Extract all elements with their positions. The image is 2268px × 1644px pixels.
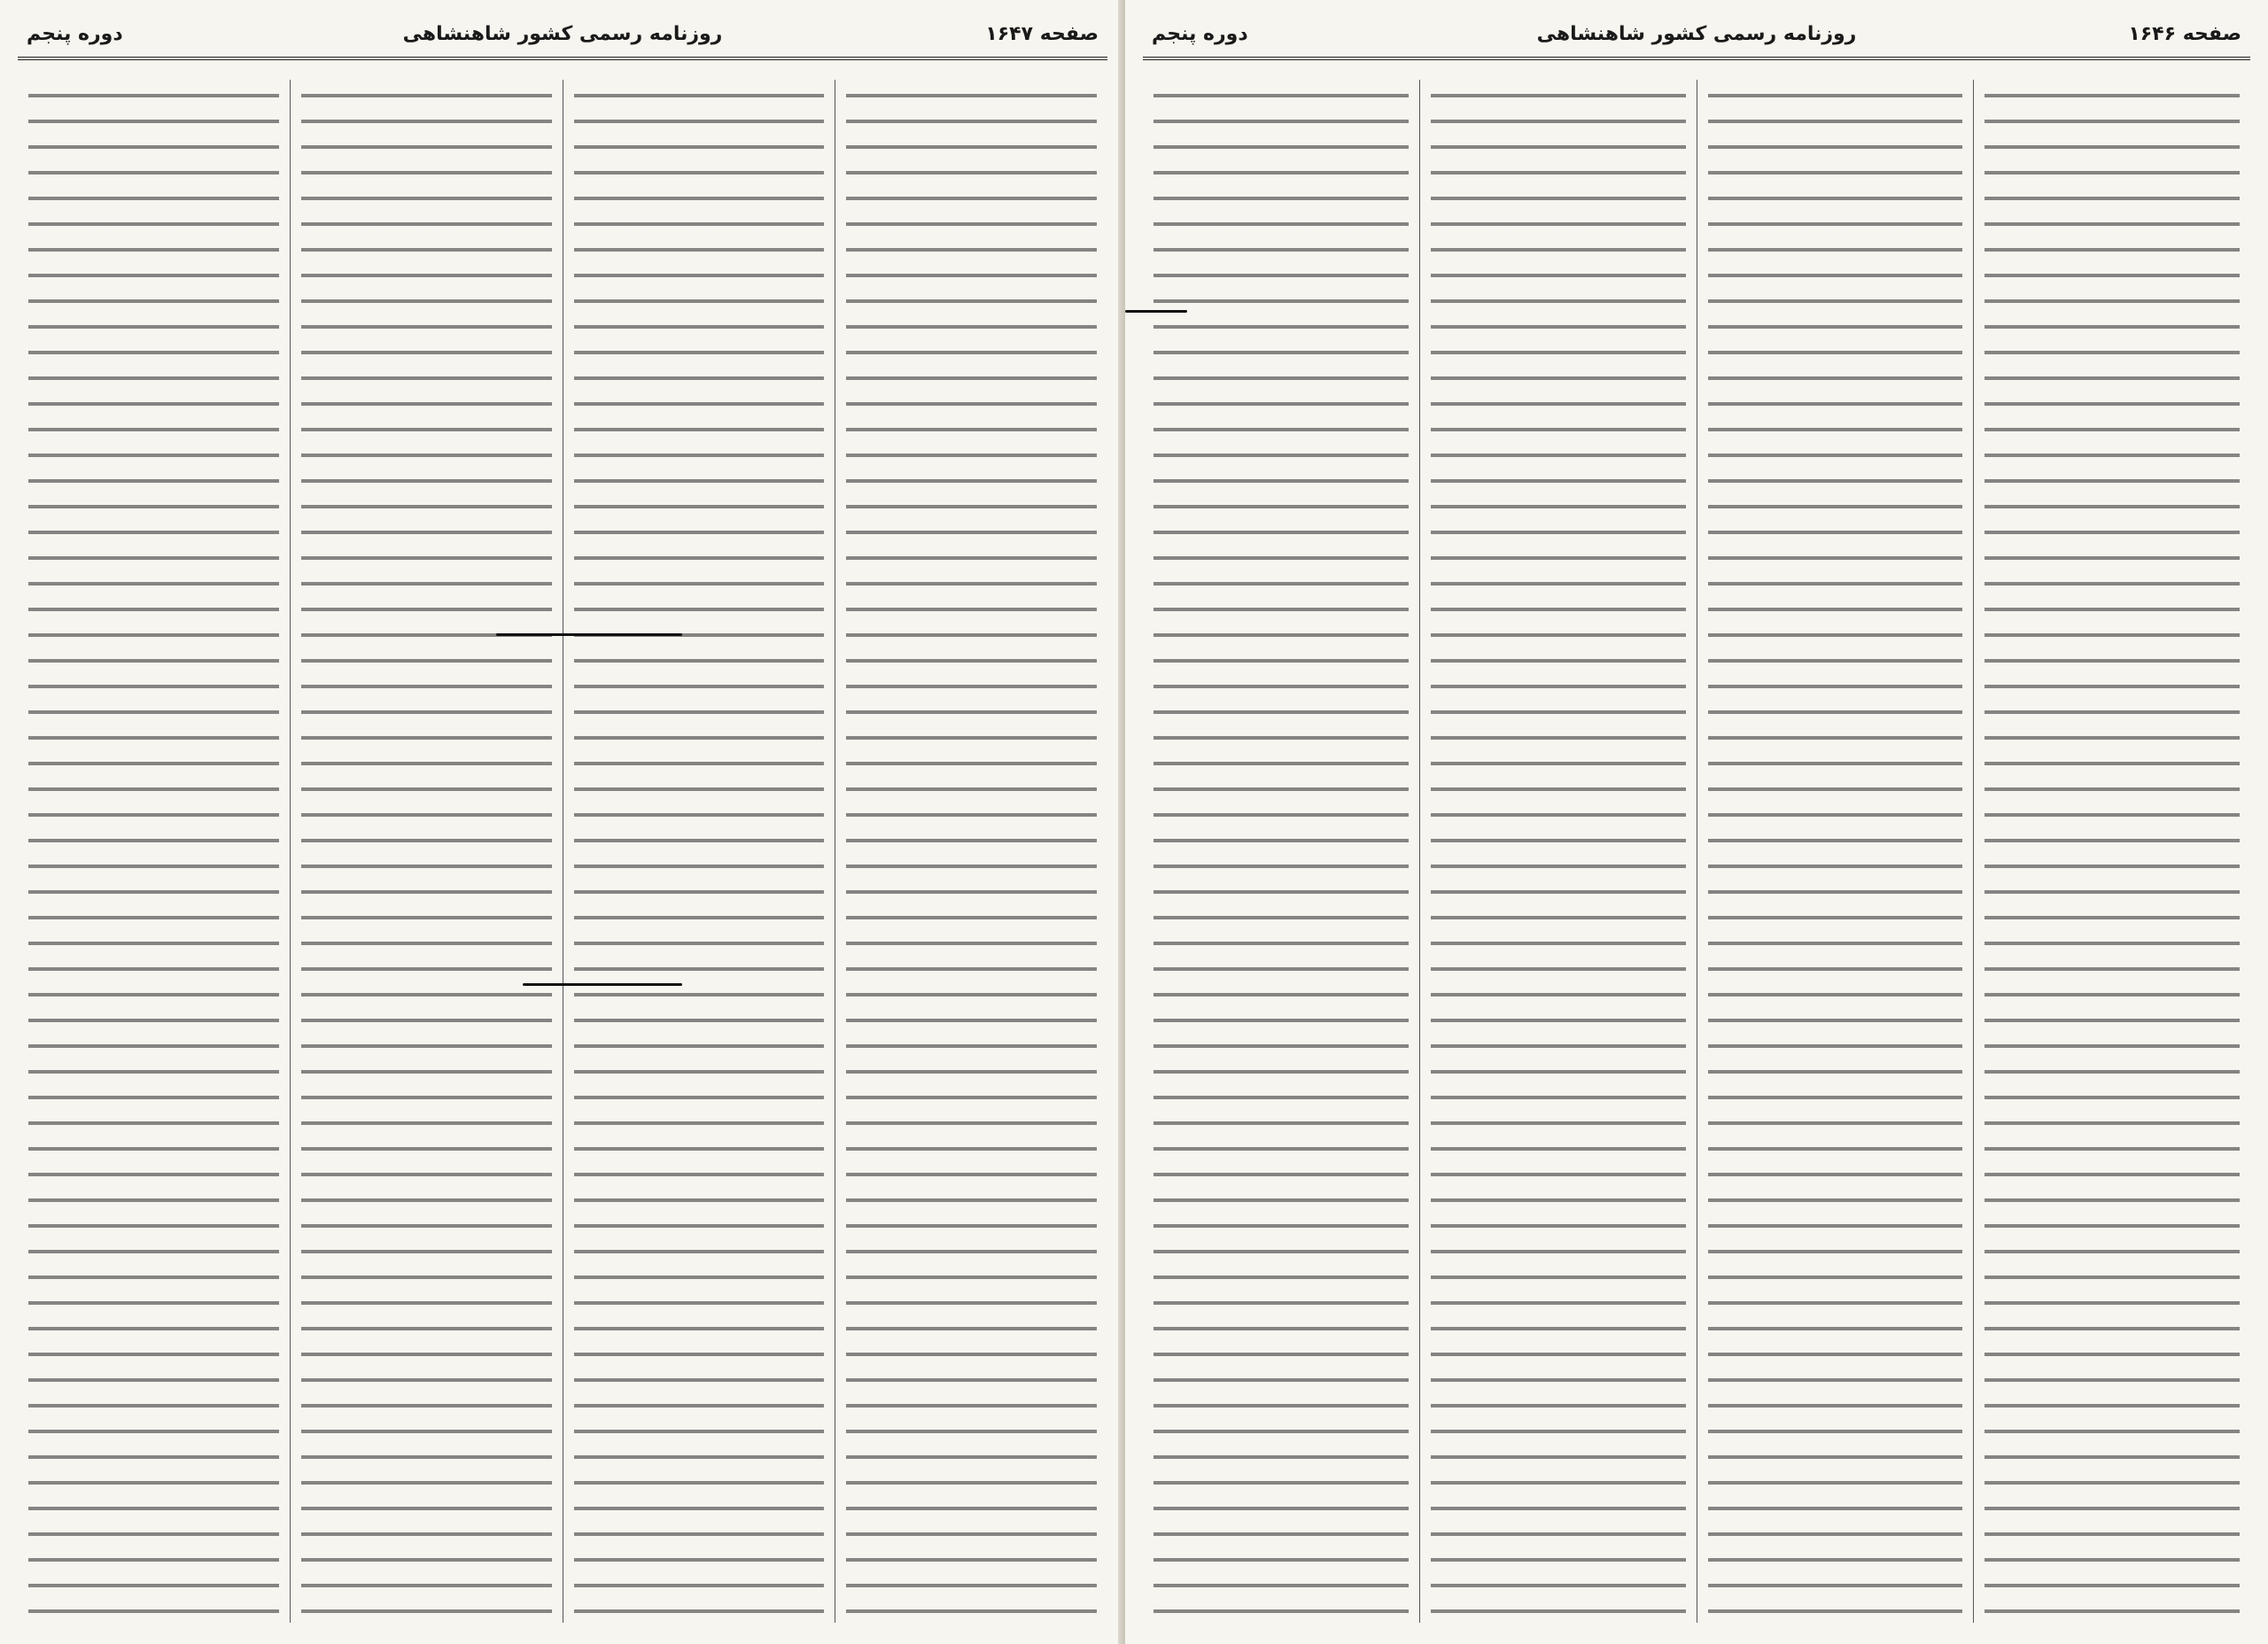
- left-page-number: صفحه ۱۶۴۷: [985, 23, 1099, 45]
- ink-scratch-mark: [496, 633, 682, 636]
- text-column: [1419, 80, 1697, 1623]
- left-page-title: روزنامه رسمی کشور شاهنشاهی: [402, 23, 723, 45]
- left-page-columns: [18, 80, 1107, 1623]
- right-page-number: صفحه ۱۶۴۶: [2128, 23, 2241, 45]
- text-column: [835, 80, 1107, 1623]
- column-text-block: [1431, 80, 1686, 1623]
- text-column: [1697, 80, 1974, 1623]
- text-column: [18, 80, 290, 1623]
- column-text-block: [1153, 80, 1409, 1623]
- column-text-block: [846, 80, 1097, 1623]
- column-text-block: [28, 80, 279, 1623]
- left-page: [0, 0, 1125, 1644]
- text-column: [1973, 80, 2250, 1623]
- text-column: [290, 80, 563, 1623]
- right-page-session: دوره پنجم: [1152, 23, 1248, 45]
- column-text-block: [1708, 80, 1963, 1623]
- left-page-session: دوره پنجم: [27, 23, 123, 45]
- column-text-block: [574, 80, 825, 1623]
- ink-scratch-mark: [1125, 310, 1187, 313]
- ink-scratch-mark: [523, 983, 682, 986]
- right-page-header: [1143, 16, 2250, 60]
- left-page-header: [18, 16, 1107, 60]
- column-text-block: [1984, 80, 2240, 1623]
- right-page-title: روزنامه رسمی کشور شاهنشاهی: [1536, 23, 1857, 45]
- text-column: [563, 80, 835, 1623]
- column-text-block: [301, 80, 552, 1623]
- right-page: [1125, 0, 2268, 1644]
- right-page-columns: [1143, 80, 2250, 1623]
